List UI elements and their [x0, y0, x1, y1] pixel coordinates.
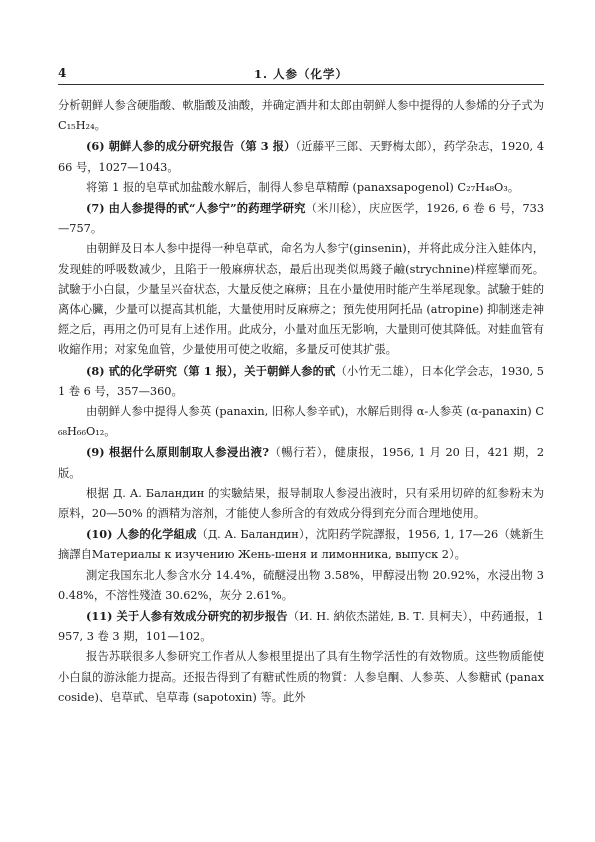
reference-number: (8) — [86, 363, 109, 378]
reference-title: 人参的化学組成 — [116, 527, 197, 542]
reference-entry — [58, 198, 544, 239]
reference-citation: （米川稔），庆应医学，1926, 6 卷 6 号，733—757。 — [58, 202, 545, 236]
reference-entry — [58, 442, 544, 483]
reference-citation: （И. Н. 納依杰諾娃, В. Т. 貝柯夫），中药通报，1957, 3 卷 3 期，101—102。 — [58, 610, 544, 644]
reference-number: (7) — [86, 201, 109, 216]
reference-entry — [58, 606, 544, 647]
abstract-paragraph: 根据 Д. А. Баландин 的实驗結果，报导制取人参浸出液时，只有采用切碎的紅参粉末为原料，20—50% 的酒精为溶剂，才能使人参所含的有效成分得到充分而合理地使用。 — [58, 486, 544, 521]
reference-citation: （近藤平三郎、天野梅太郎），药学杂志，1920, 466 号，1027—1043。 — [58, 140, 545, 174]
reference-entry — [58, 524, 544, 565]
running-title: 1. 人参（化学） — [253, 67, 348, 81]
abstract-paragraph: 由朝鲜人参中提得人参英 (panaxin, 旧称人参辛甙)，水解后則得 α-人参英 (α-panaxin) C₆₈H₆₆O₁₂。 — [58, 405, 544, 439]
reference-citation: （Д. А. Баландин），沈阳药学院譯报，1956, 1, 17—26（姚新生摘譯自Материалы к изучению Жень-шеня и лимонника, выпуск 2）。 — [58, 528, 544, 562]
abstract-paragraph: 报告苏联很多人参研究工作者从人参根里提出了具有生物学活性的有效物质。这些物质能使小白鼠的游泳能力提高。还报告得到了有糖甙性质的物質：人参皂酮、人参英、人参糖甙 (panaxcoside)、皂草甙、皂草毒 (sapotoxin) 等。此外 — [58, 650, 544, 704]
reference-title: 朝鲜人参的成分研究报告（第 3 报） — [108, 139, 296, 154]
page-header — [58, 66, 544, 85]
reference-entry — [58, 136, 544, 177]
reference-entry — [58, 361, 544, 402]
reference-number: (11) — [86, 609, 117, 624]
reference-number: (6) — [86, 139, 109, 154]
reference-title: 关于人参有效成分研究的初步报告 — [116, 609, 288, 624]
reference-citation: （小竹无二雄），日本化学会志，1930, 51 卷 6 号，357—360。 — [58, 364, 544, 398]
body-text — [58, 96, 544, 708]
abstract-paragraph: 由朝鲜及日本人参中提得一种皂草甙，命名为人参宁(ginsenin)，并将此成分注入蛙体内，发现蛙的呼吸数减少，且陷于一般麻痹状态，最后出现类似馬錢子鹼(strychnine)样痙攣而死。試驗于小白鼠，少量呈兴奋状态，大量反使之麻痹；且在小量使用时能产生举尾现象。試驗于蛙的离体心臟，少量可以提高其机能，大量使用时反麻痹之；預先使用阿托品 (atropine) 抑制迷走神經之后，再用之仍可見有上述作用。此成分，小量对血压无影响，大量則可使其降低。对蛙血管有收縮作用；对家兔血管，少量使用可使之收縮，多量反可使其扩張。 — [58, 242, 544, 357]
abstract-paragraph: 将第 1 报的皂草甙加盐酸水解后，制得人参皂草精醇 (panaxsapogenol) C₂₇H₄₈O₃。 — [86, 180, 520, 194]
reference-citation: （暢行若），健康报，1956, 1 月 20 日，421 期，2 版。 — [58, 446, 545, 480]
page-number: 4 — [58, 66, 67, 80]
reference-title: 根据什么原則制取人参浸出液? — [109, 445, 270, 460]
reference-title: 甙的化学研究（第 1 报），关于朝鲜人参的甙 — [108, 363, 336, 378]
reference-title: 由人参提得的甙“人参宁”的药理学研究 — [108, 201, 306, 216]
reference-number: (9) — [86, 445, 109, 460]
abstract-paragraph: 測定我国东北人参含水分 14.4%，硫醚浸出物 3.58%，甲醇浸出物 20.92%，水浸出物 30.48%，不溶性殘渣 30.62%，灰分 2.61%。 — [58, 568, 544, 602]
abstract-paragraph: 分析朝鲜人参含硬脂酸、軟脂酸及油酸，并确定酒井和太郎由朝鲜人参中提得的人参烯的分子式为 C₁₅H₂₄。 — [58, 99, 544, 133]
reference-number: (10) — [86, 527, 117, 542]
